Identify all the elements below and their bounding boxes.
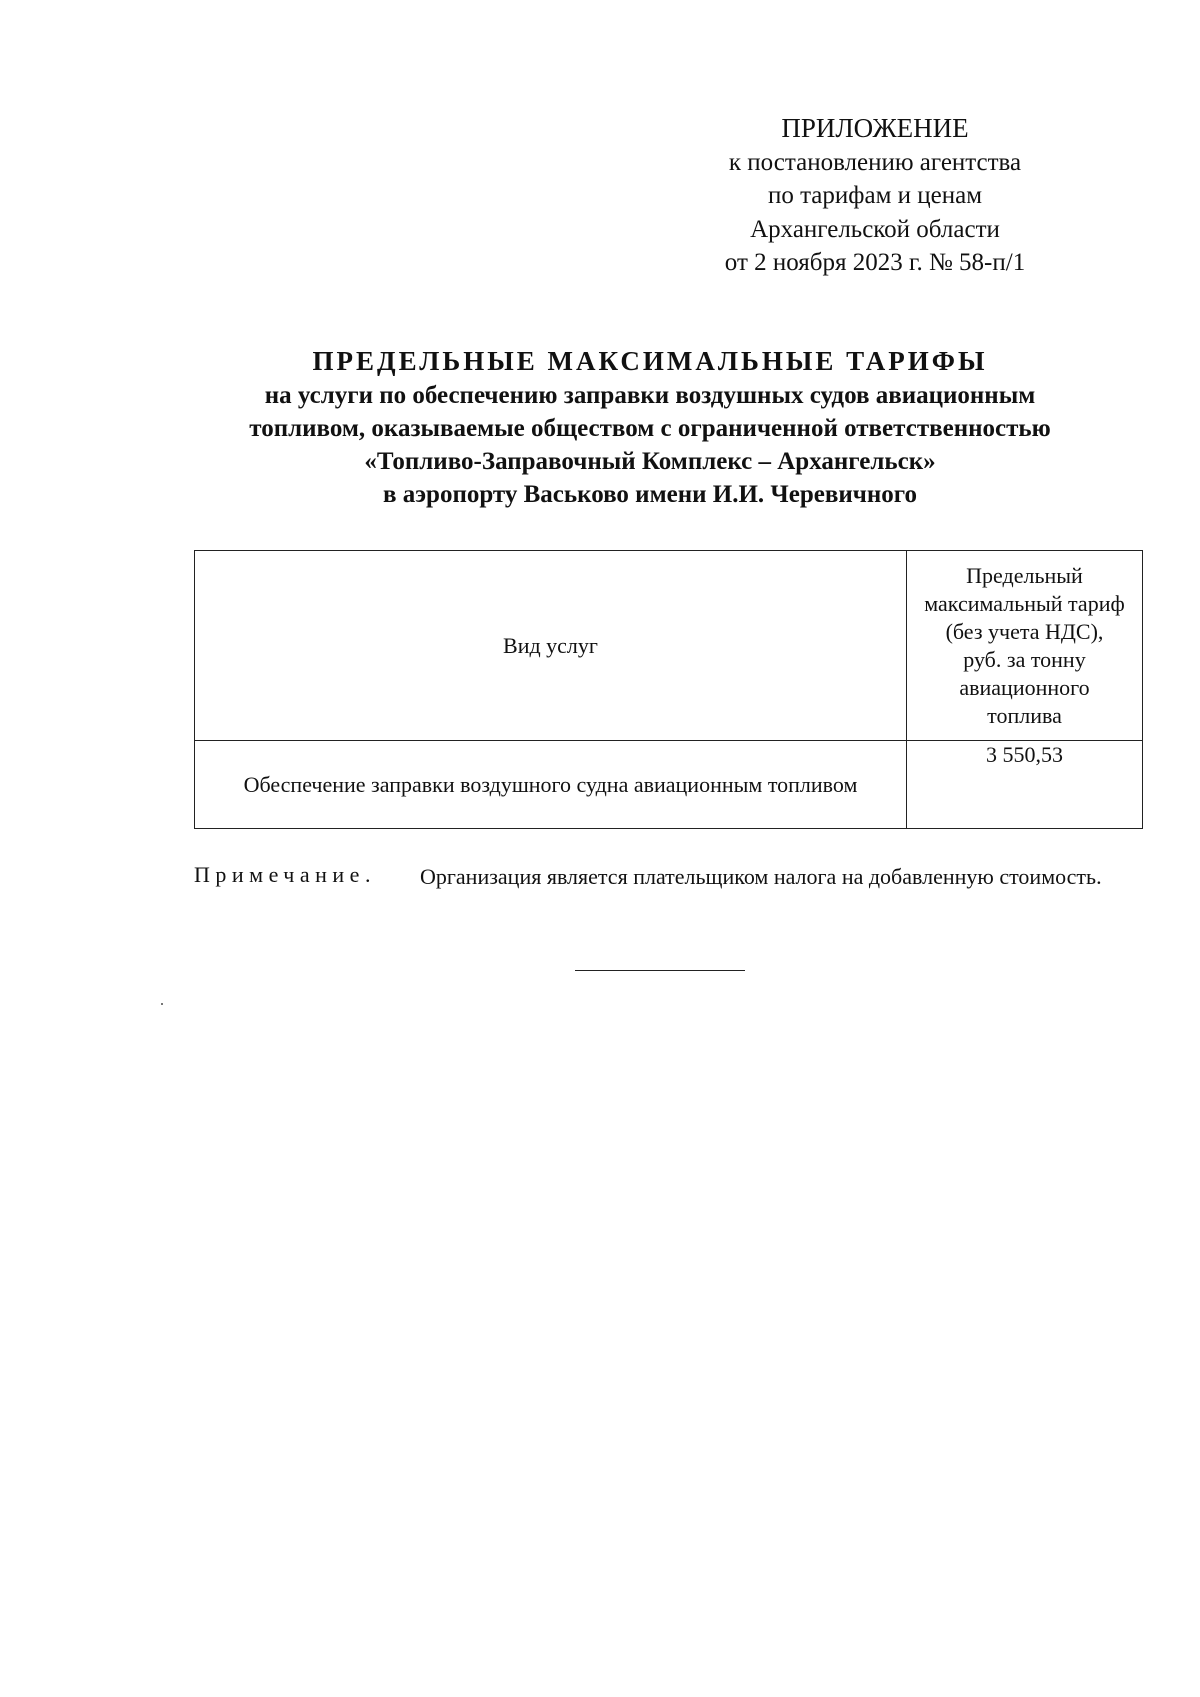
header-service-label: Вид услуг xyxy=(503,632,598,658)
header-tariff-line: авиационного xyxy=(959,674,1090,700)
note-text: Организация является плательщиком налога на добавленную стоимость. xyxy=(420,864,1102,889)
title-subline: топливом, оказываемые обществом с ограниченной ответственностью xyxy=(249,415,1051,442)
service-name: Обеспечение заправки воздушного судна авиационным топливом xyxy=(243,771,858,797)
title-subline: на услуги по обеспечению заправки воздушных судов авиационным xyxy=(264,382,1036,409)
appendix-line: от 2 ноября 2023 г. № 58-п/1 xyxy=(724,249,1026,276)
title-subline: в аэропорту Васьково имени И.И. Черевичного xyxy=(383,481,917,508)
header-tariff-line: топлива xyxy=(987,702,1062,728)
note-label: Примечание. xyxy=(194,862,376,887)
service-cell xyxy=(195,741,907,829)
tariff-cell xyxy=(907,741,1143,829)
header-service-cell xyxy=(195,551,907,741)
document-title-block xyxy=(180,343,1120,511)
header-tariff-line: (без учета НДС), xyxy=(945,618,1104,644)
header-tariff-line: максимальный тариф xyxy=(924,590,1125,616)
header-tariff-line: руб. за тонну xyxy=(963,646,1086,672)
table-header-row xyxy=(195,551,1143,741)
tariff-value: 3 550,53 xyxy=(986,742,1063,767)
appendix-line: по тарифам и ценам xyxy=(767,182,983,209)
scan-speck xyxy=(161,1003,163,1005)
appendix-line: Архангельской области xyxy=(750,215,1000,243)
tariff-table xyxy=(194,550,1143,829)
document-title: ПРЕДЕЛЬНЫЕ МАКСИМАЛЬНЫЕ ТАРИФЫ xyxy=(312,346,988,376)
table-row xyxy=(195,741,1143,829)
header-tariff-cell xyxy=(907,551,1143,741)
appendix-heading: ПРИЛОЖЕНИЕ xyxy=(781,113,969,143)
header-tariff-line: Предельный xyxy=(966,562,1083,588)
appendix-block xyxy=(660,112,1090,280)
closing-rule xyxy=(575,970,745,971)
title-subline: «Топливо-Заправочный Комплекс – Архангельск» xyxy=(364,448,936,475)
appendix-line: к постановлению агентства xyxy=(728,148,1022,176)
